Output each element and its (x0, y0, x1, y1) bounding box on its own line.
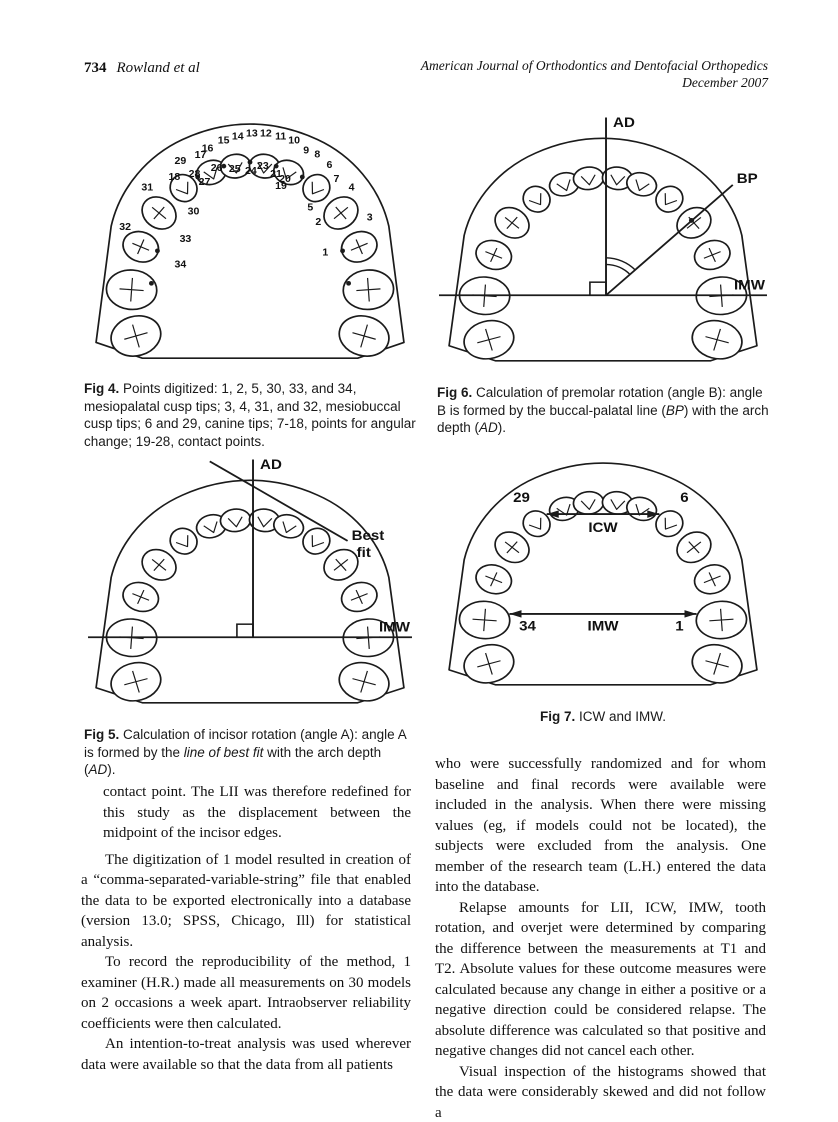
tooth (690, 560, 735, 599)
fig4-point-label: 26 (210, 163, 223, 175)
figure-6 (437, 110, 769, 437)
paragraph: An intention-to-treat analysis was used wherever data were available so that the data from all patients (81, 1036, 411, 1073)
fig5-caption-text3: ). (107, 762, 116, 777)
fig4-dental-arch-diagram (84, 110, 416, 368)
fig5-imw-label: IMW (378, 620, 410, 636)
fig4-point-label: 15 (217, 135, 230, 147)
fig6-ad-label: AD (613, 115, 635, 131)
figure-7 (437, 446, 769, 726)
fig4-point-label: 18 (168, 172, 181, 183)
fig4-point-label: 13 (245, 128, 258, 140)
fig7-point-6-label: 6 (680, 490, 689, 506)
fig4-point-label: 23 (257, 161, 269, 173)
fig4-caption (84, 380, 416, 450)
text-column-right (435, 754, 766, 1122)
tooth (471, 235, 516, 274)
fig7-point-29-label: 29 (513, 490, 530, 506)
paragraph: who were successfully randomized and for whom baseline and final records were available were included in the analysis. When there were missing values (eg, if models could not be located), the subjects were excluded from the analysis. One member of the research team (L.H.) entered the data into the database. (435, 756, 766, 895)
paragraph: The digitization of 1 model resulted in creation of a “comma-separated-variable-string” file that enabled the data to be exported electronically into a database (version 13.0; SPSS, Chicago, Ill) for statistical analysis. (81, 851, 411, 950)
issue-date: December 2007 (682, 75, 768, 90)
fig4-point-label: 5 (307, 202, 314, 214)
tooth (687, 315, 746, 364)
fig4-point-label: 1 (322, 247, 329, 259)
figure-4 (84, 110, 416, 450)
fig6-bp-label: BP (736, 171, 758, 187)
paragraph: contact point. The LII was therefore redefined for this study as the displacement between the midpoint of the incisor edges. (103, 784, 411, 841)
fig4-point-label: 11 (275, 131, 287, 143)
fig7-caption-text: ICW and IMW. (579, 709, 667, 724)
fig5-caption-bestfit: line of best fit (183, 744, 264, 760)
fig4-point-label: 21 (270, 169, 282, 180)
fig4-point-label: 16 (201, 143, 214, 155)
fig6-caption-text3: ). (497, 420, 507, 435)
authors: Rowland et al (116, 60, 200, 76)
tooth (458, 600, 511, 640)
tooth (337, 226, 382, 267)
fig6-caption (437, 384, 769, 437)
fig4-point-label: 25 (228, 164, 241, 176)
fig4-point-label: 33 (179, 234, 192, 245)
tooth (118, 577, 163, 616)
fig7-imw-label: IMW (587, 619, 619, 635)
tooth (695, 600, 748, 640)
page-number: 734 (84, 60, 107, 76)
fig5-caption-ad: AD (88, 762, 108, 777)
fig5-caption-label: Fig 5. (84, 727, 120, 742)
fig6-caption-text: Calculation of premolar rotation (angle B): angle B is formed by the buccal-palatal line ( (437, 385, 763, 418)
fig7-caption (437, 708, 769, 726)
fig5-dental-arch-diagram (84, 452, 416, 714)
tooth (459, 639, 518, 688)
fig4-point-label: 29 (174, 156, 187, 168)
fig4-point-label: 7 (333, 173, 340, 185)
fig4-point-label: 3 (366, 212, 373, 224)
fig7-icw-label: ICW (588, 520, 618, 536)
tooth (106, 657, 165, 706)
fig4-point-label: 20 (279, 173, 291, 185)
fig4-point-label: 9 (303, 145, 310, 157)
fig4-point-label: 34 (174, 259, 187, 271)
tooth (687, 639, 746, 688)
tooth (690, 235, 735, 274)
fig7-caption-label: Fig 7. (539, 709, 576, 724)
fig4-caption-text: Points digitized: 1, 2, 5, 30, 33, and 34, mesiopalatal cusp tips; 3, 4, 31, and 32, mesiobuccal cusp tips; 6 and 29, canine tips; 7-18, points for angular change; 19-28, contact points. (84, 381, 416, 449)
fig5-caption-text2: with the arch depth ( (84, 744, 382, 777)
right-angle-marker (590, 282, 606, 295)
fig6-caption-label: Fig 6. (437, 385, 473, 400)
fig5-caption (84, 726, 416, 779)
figure-5 (84, 452, 416, 779)
fig6-imw-label: IMW (733, 278, 765, 294)
fig6-dental-arch-diagram (437, 110, 769, 372)
fig4-point-label: 24 (244, 166, 257, 177)
fig4-point-label: 10 (288, 135, 300, 147)
fig7-point-1-label: 1 (675, 619, 684, 635)
fig7-dental-arch-diagram (437, 446, 769, 696)
journal-title: American Journal of Orthodontics and Dentofacial Orthopedics (420, 58, 768, 73)
tooth (105, 268, 158, 311)
fig4-point-label: 8 (314, 149, 321, 161)
running-head-right (421, 57, 768, 91)
paragraph: To record the reproducibility of the method, 1 examiner (H.R.) made all measurements on 30 models on 2 occasions a week apart. Intraobserver reliability coefficients were then calculated. (81, 954, 411, 1032)
fig4-point-label: 6 (326, 160, 333, 172)
fig5-bestfit-label: Best (351, 528, 385, 544)
tooth (471, 560, 516, 599)
fig7-point-34-label: 34 (519, 619, 536, 635)
fig4-point-label: 31 (141, 182, 154, 194)
tooth (342, 268, 395, 311)
paragraph: Visual inspection of the histograms showed that the data were considerably skewed and did not follow a (435, 1063, 766, 1121)
fig6-caption-text2: ) with the arch depth ( (437, 402, 769, 435)
fig4-point-label: 12 (260, 128, 272, 140)
paragraph: Relapse amounts for LII, ICW, IMW, tooth rotation, and overjet were determined by comparing the difference between the measurements at T1 and T2. Absolute values for these outcome measures were calculated because any change in either a positive or a negative direction could be considered relapse. The absolute difference was calculated so that positive and negative changes did not cancel each other. (435, 899, 766, 1059)
tooth (459, 315, 518, 364)
fig4-point-label: 2 (315, 217, 322, 229)
fig4-point-label: 19 (275, 180, 287, 192)
fig5-bestfit-label: fit (356, 545, 371, 561)
fig4-point-label: 17 (194, 150, 207, 162)
fig4-point-label: 32 (119, 222, 131, 234)
fig4-point-label: 28 (188, 169, 201, 180)
running-head-left (84, 60, 200, 77)
fig5-ad-label: AD (260, 457, 282, 473)
fig4-point-label: 30 (187, 206, 200, 218)
tooth (337, 577, 382, 616)
text-column-left (81, 782, 411, 1075)
fig4-caption-label: Fig 4. (84, 381, 120, 396)
fig4-point-label: 27 (198, 176, 211, 188)
tooth (334, 310, 393, 361)
right-angle-marker (237, 624, 253, 637)
tooth (334, 657, 393, 706)
fig4-point-label: 4 (348, 182, 355, 194)
fig6-caption-ad: AD (479, 420, 498, 435)
fig6-caption-bp: BP (665, 402, 684, 418)
tooth (106, 310, 165, 361)
fig5-caption-text: Calculation of incisor rotation (angle A): angle A is formed by the (84, 727, 406, 760)
fig4-point-label: 14 (231, 131, 244, 143)
angle-arc (606, 264, 630, 274)
